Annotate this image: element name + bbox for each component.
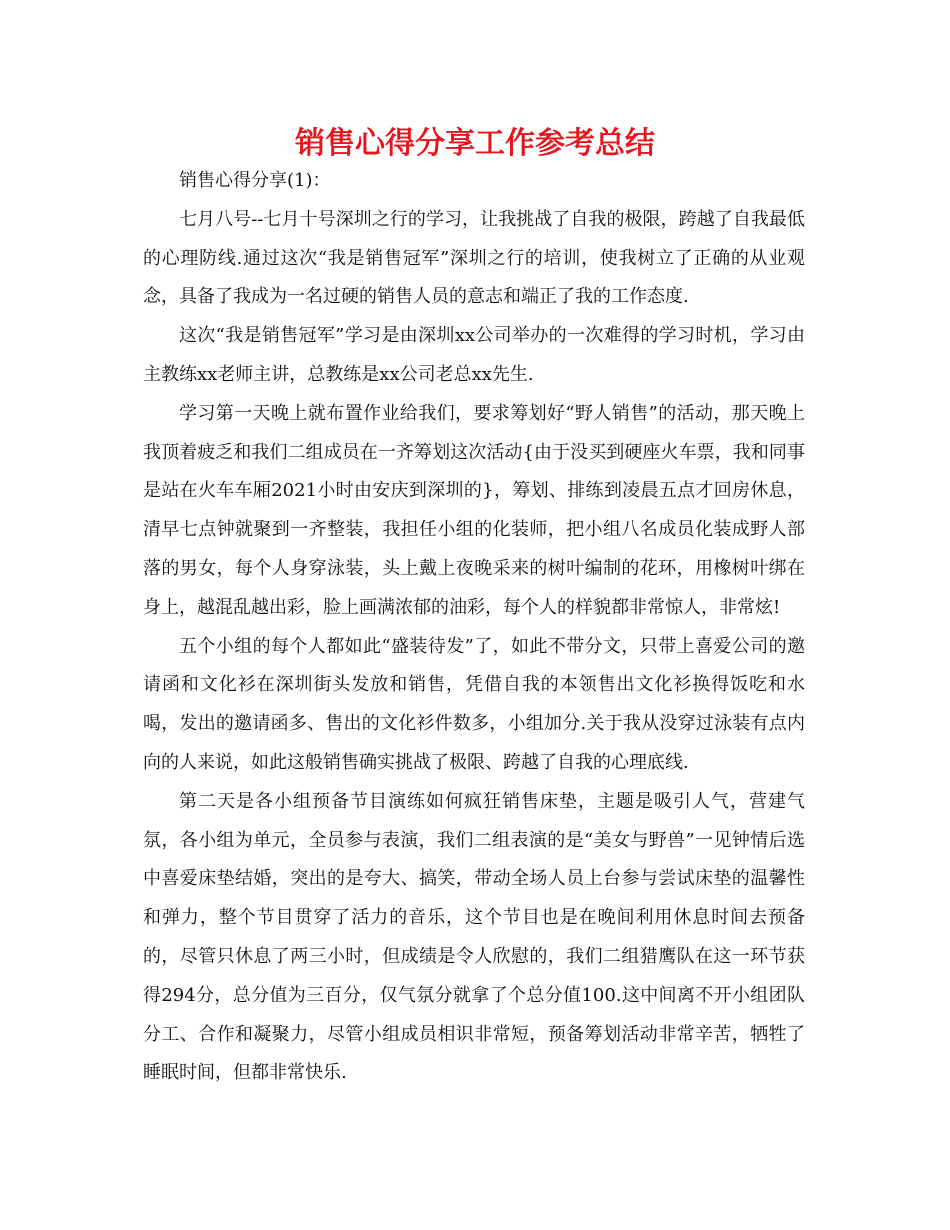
- paragraph-2: 七月八号--七月十号深圳之行的学习，让我挑战了自我的极限，跨越了自我最低的心理防线.通过这次“我是销售冠军”深圳之行的培训，使我树立了正确的从业观念，具备了我成为一名过硬的销售人员的意志和端正了我的工作态度.: [143, 208, 805, 308]
- paragraph-1: 销售心得分享(1)：: [179, 170, 331, 191]
- paragraph-3: 这次“我是销售冠军”学习是由深圳xx公司举办的一次难得的学习时机，学习由主教练xx老师主讲，总教练是xx公司老总xx先生.: [143, 325, 805, 385]
- paragraph-4: 学习第一天晚上就布置作业给我们，要求筹划好“野人销售”的活动，那天晚上我顶着疲乏和我们二组成员在一齐筹划这次活动{由于没买到硬座火车票，我和同事是站在火车车厢2021小时由安庆到深圳的}，筹划、排练到凌晨五点才回房休息，清早七点钟就聚到一齐整装，我担任小组的化装师，把小组八名成员化装成野人部落的男女，每个人身穿泳装，头上戴上夜晚采来的树叶编制的花环，用橡树叶绑在身上，越混乱越出彩，脸上画满浓郁的油彩，每个人的样貌都非常惊人，非常炫!: [143, 402, 805, 618]
- paragraph-5: 五个小组的每个人都如此“盛装待发”了，如此不带分文，只带上喜爱公司的邀请函和文化衫在深圳街头发放和销售，凭借自我的本领售出文化衫换得饭吃和水喝，发出的邀请函多、售出的文化衫件数多，小组加分.关于我从没穿过泳装有点内向的人来说，如此这般销售确实挑战了极限、跨越了自我的心理底线.: [143, 635, 805, 773]
- document-body: [143, 162, 805, 1093]
- document-title: 销售心得分享工作参考总结: [295, 126, 655, 161]
- paragraph-6: 第二天是各小组预备节目演练如何疯狂销售床垫，主题是吸引人气，营建气氛，各小组为单元，全员参与表演，我们二组表演的是“美女与野兽”一见钟情后选中喜爱床垫结婚，突出的是夸大、搞笑，带动全场人员上台参与尝试床垫的温馨性和弹力，整个节目贯穿了活力的音乐，这个节目也是在晚间利用休息时间去预备的，尽管只休息了两三小时，但成绩是令人欣慰的，我们二组猎鹰队在这一环节获得294分，总分值为三百分，仅气氛分就拿了个总分值100.这中间离不开小组团队分工、合作和凝聚力，尽管小组成员相识非常短，预备筹划活动非常辛苦，牺牲了睡眠时间，但都非常快乐.: [143, 790, 805, 1084]
